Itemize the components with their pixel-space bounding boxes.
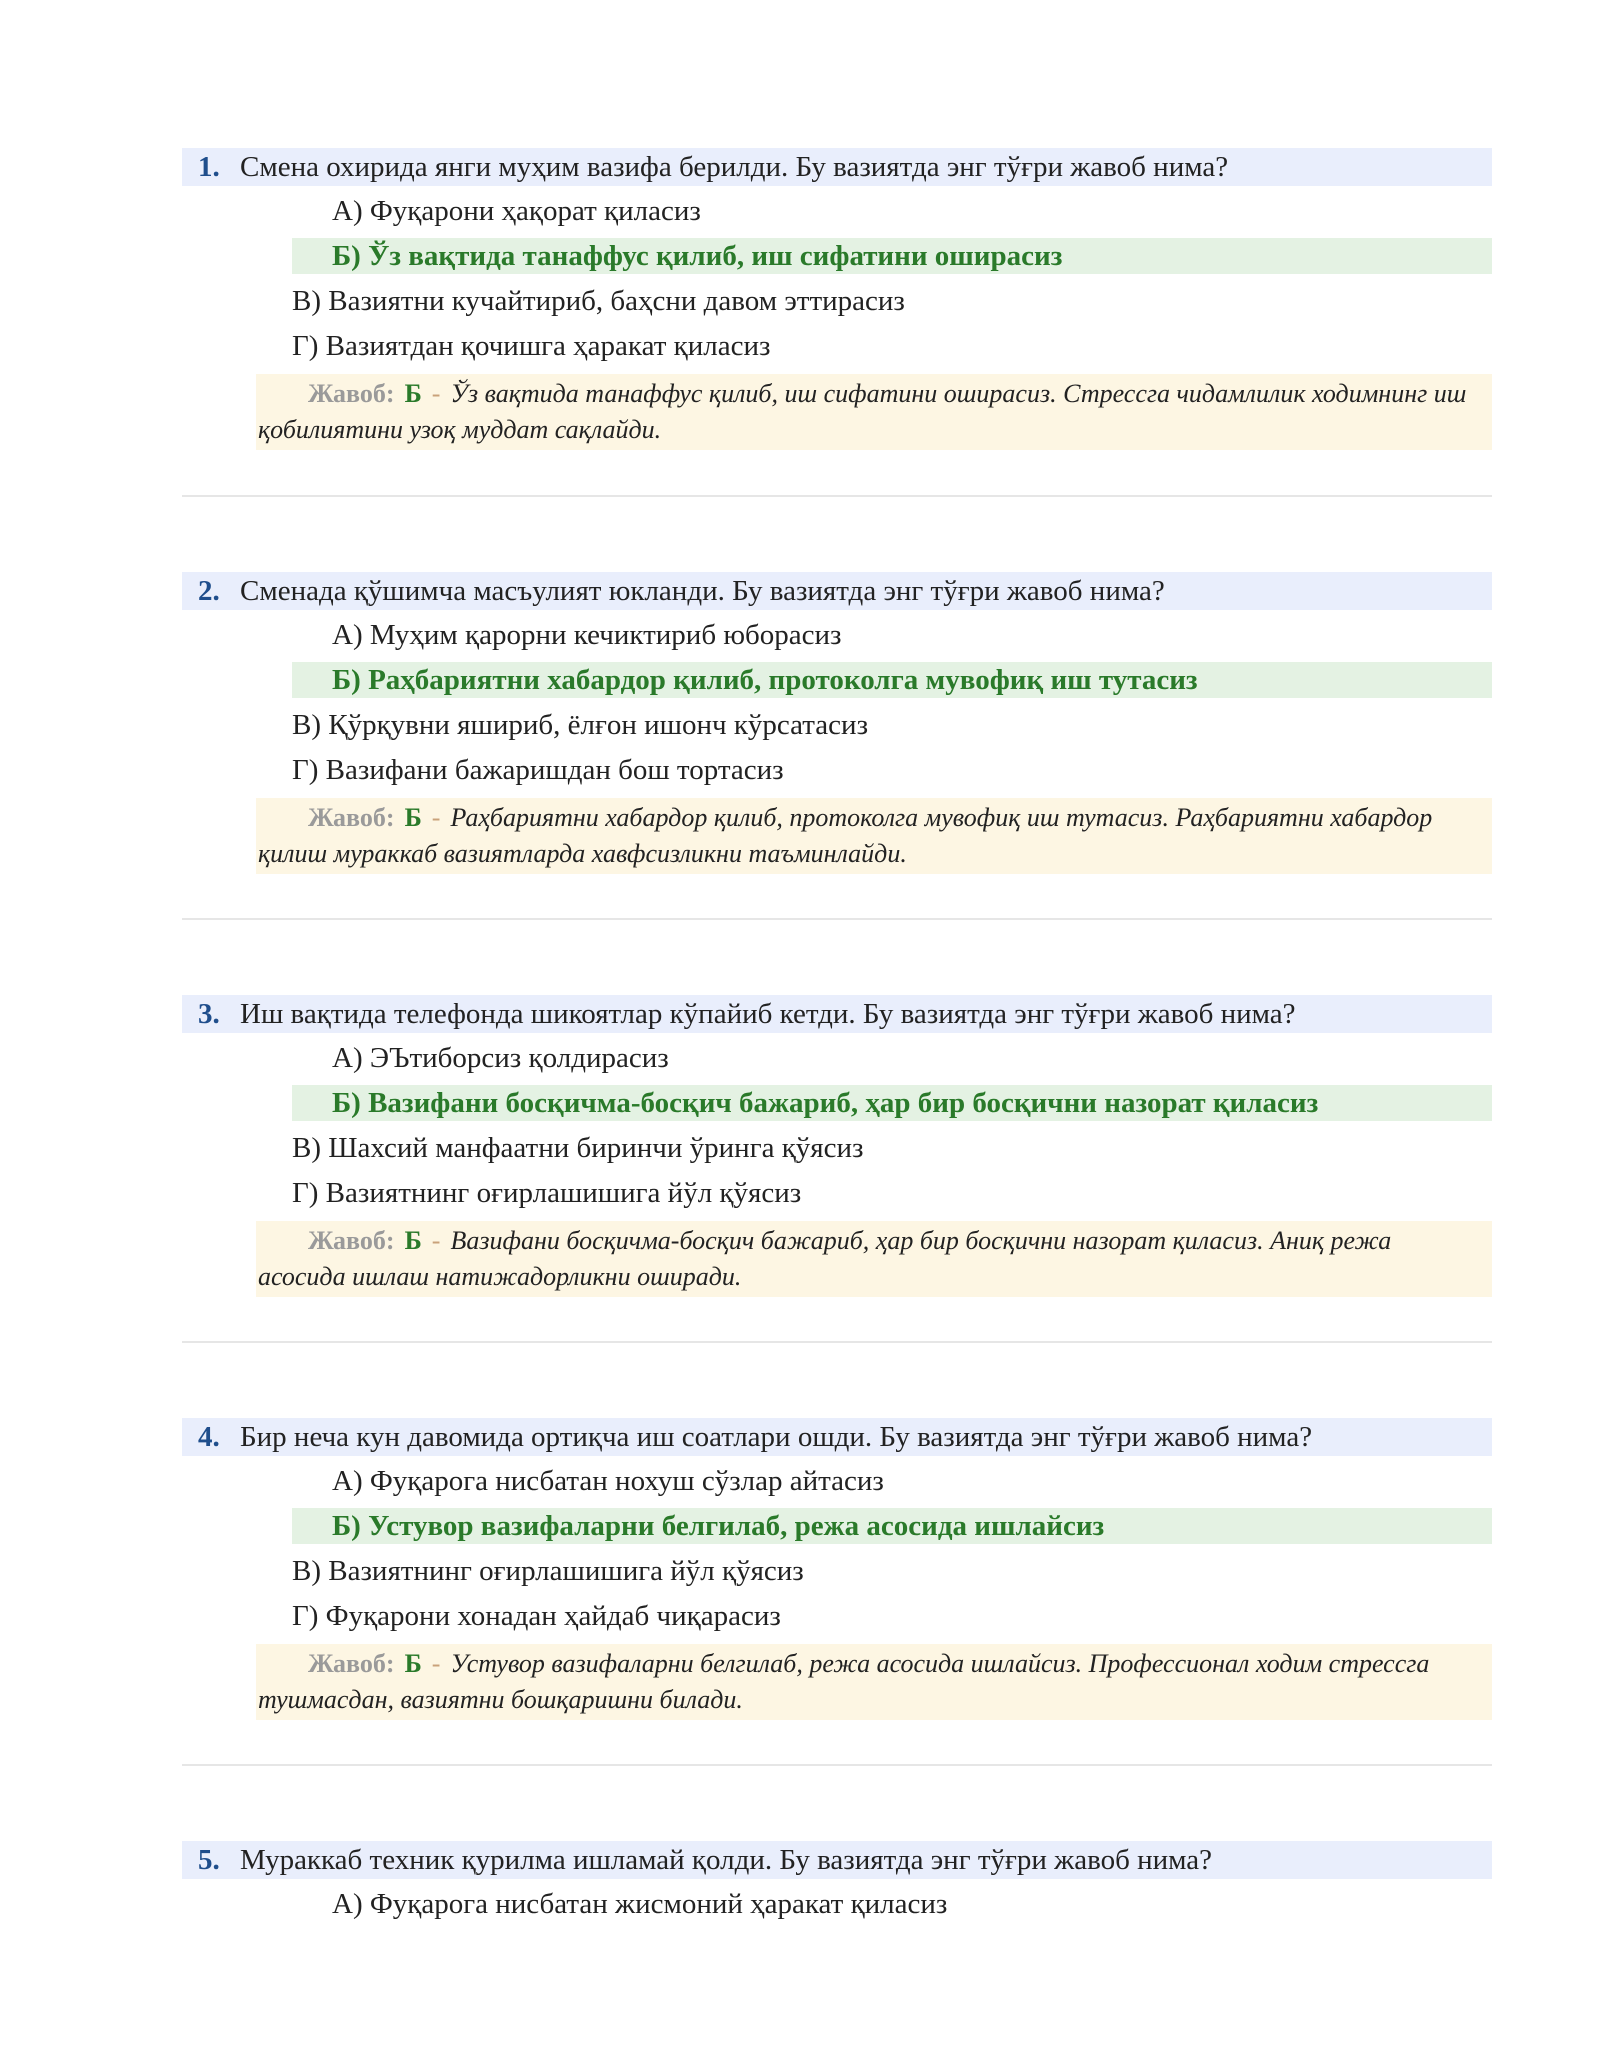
answer-dash: -	[431, 379, 441, 408]
question-number: 5.	[198, 1844, 220, 1876]
question-number: 2.	[198, 575, 220, 607]
question-header	[182, 1841, 1492, 1879]
answer-letter: Б	[404, 1226, 422, 1255]
option-b-correct: Б) Ўз вақтида танаффус қилиб, иш сифатини оширасиз	[292, 238, 1492, 274]
answer-label: Жавоб:	[308, 1226, 395, 1255]
question-block	[0, 572, 1600, 992]
answer-label: Жавоб:	[308, 379, 395, 408]
answer-letter: Б	[404, 1649, 422, 1678]
option-b-correct: Б) Вазифани босқичма-босқич бажариб, ҳар бир босқични назорат қиласиз	[292, 1085, 1492, 1121]
question-number: 3.	[198, 998, 220, 1030]
option-d: Г) Вазиятдан қочишга ҳаракат қиласиз	[292, 330, 771, 362]
divider	[182, 918, 1492, 920]
option-a: А) Фуқарога нисбатан нохуш сўзлар айтасиз	[332, 1465, 884, 1497]
question-header	[182, 1418, 1492, 1456]
option-b-correct: Б) Раҳбариятни хабардор қилиб, протоколга мувофиқ иш тутасиз	[292, 662, 1492, 698]
option-c: В) Вазиятнинг оғирлашишига йўл қўясиз	[292, 1555, 804, 1587]
option-d: Г) Вазифани бажаришдан бош тортасиз	[292, 754, 784, 786]
answer-letter: Б	[404, 379, 422, 408]
answer-text: Раҳбариятни хабардор қилиб, протоколга мувофиқ иш тутасиз. Раҳбариятни хабардор қилиш мураккаб вазиятларда хавфсизликни таъминлайди.	[258, 803, 1433, 868]
divider	[182, 495, 1492, 497]
option-d: Г) Вазиятнинг оғирлашишига йўл қўясиз	[292, 1177, 802, 1209]
question-block	[0, 995, 1600, 1415]
question-text: Иш вақтида телефонда шикоятлар кўпайиб кетди. Бу вазиятда энг тўғри жавоб нима?	[240, 998, 1296, 1030]
option-a: А) Фуқарони ҳақорат қиласиз	[332, 195, 701, 227]
option-c: В) Вазиятни кучайтириб, баҳсни давом эттирасиз	[292, 285, 905, 317]
answer-label: Жавоб:	[308, 803, 395, 832]
answer-dash: -	[431, 1649, 441, 1678]
answer-explanation	[256, 374, 1492, 450]
option-a: А) ЭЪтиборсиз қолдирасиз	[332, 1042, 669, 1074]
divider	[182, 1341, 1492, 1343]
answer-label: Жавоб:	[308, 1649, 395, 1678]
answer-text: Вазифани босқичма-босқич бажариб, ҳар бир босқични назорат қиласиз. Аниқ режа асосида ишлаш натижадорликни оширади.	[258, 1226, 1392, 1291]
option-a: А) Фуқарога нисбатан жисмоний ҳаракат қиласиз	[332, 1888, 948, 1920]
question-header	[182, 995, 1492, 1033]
option-c: В) Шахсий манфаатни биринчи ўринга қўясиз	[292, 1132, 864, 1164]
divider	[182, 1764, 1492, 1766]
question-text: Смена охирида янги муҳим вазифа берилди. Бу вазиятда энг тўғри жавоб нима?	[240, 151, 1229, 183]
answer-dash: -	[431, 1226, 441, 1255]
answer-letter: Б	[404, 803, 422, 832]
option-b-correct: Б) Устувор вазифаларни белгилаб, режа асосида ишлайсиз	[292, 1508, 1492, 1544]
option-c: В) Қўрқувни яшириб, ёлғон ишонч кўрсатасиз	[292, 709, 869, 741]
answer-explanation	[256, 798, 1492, 874]
answer-text: Ўз вақтида танаффус қилиб, иш сифатини оширасиз. Стрессга чидамлилик ходимнинг иш қобилиятини узоқ муддат сақлайди.	[258, 379, 1467, 444]
question-block	[0, 148, 1600, 568]
question-header	[182, 572, 1492, 610]
question-block	[0, 1418, 1600, 1838]
answer-dash: -	[431, 803, 441, 832]
answer-explanation	[256, 1221, 1492, 1297]
question-text: Бир неча кун давомида ортиқча иш соатлари ошди. Бу вазиятда энг тўғри жавоб нима?	[240, 1421, 1313, 1453]
option-a: А) Муҳим қарорни кечиктириб юборасиз	[332, 619, 842, 651]
question-block	[0, 1841, 1600, 1941]
question-text: Сменада қўшимча масъулият юкланди. Бу вазиятда энг тўғри жавоб нима?	[240, 575, 1165, 607]
answer-explanation	[256, 1644, 1492, 1720]
answer-text: Устувор вазифаларни белгилаб, режа асосида ишлайсиз. Профессионал ходим стрессга тушмасдан, вазиятни бошқаришни билади.	[258, 1649, 1430, 1714]
question-number: 1.	[198, 151, 220, 183]
question-number: 4.	[198, 1421, 220, 1453]
option-d: Г) Фуқарони хонадан ҳайдаб чиқарасиз	[292, 1600, 781, 1632]
question-header	[182, 148, 1492, 186]
question-text: Мураккаб техник қурилма ишламай қолди. Бу вазиятда энг тўғри жавоб нима?	[240, 1844, 1213, 1876]
